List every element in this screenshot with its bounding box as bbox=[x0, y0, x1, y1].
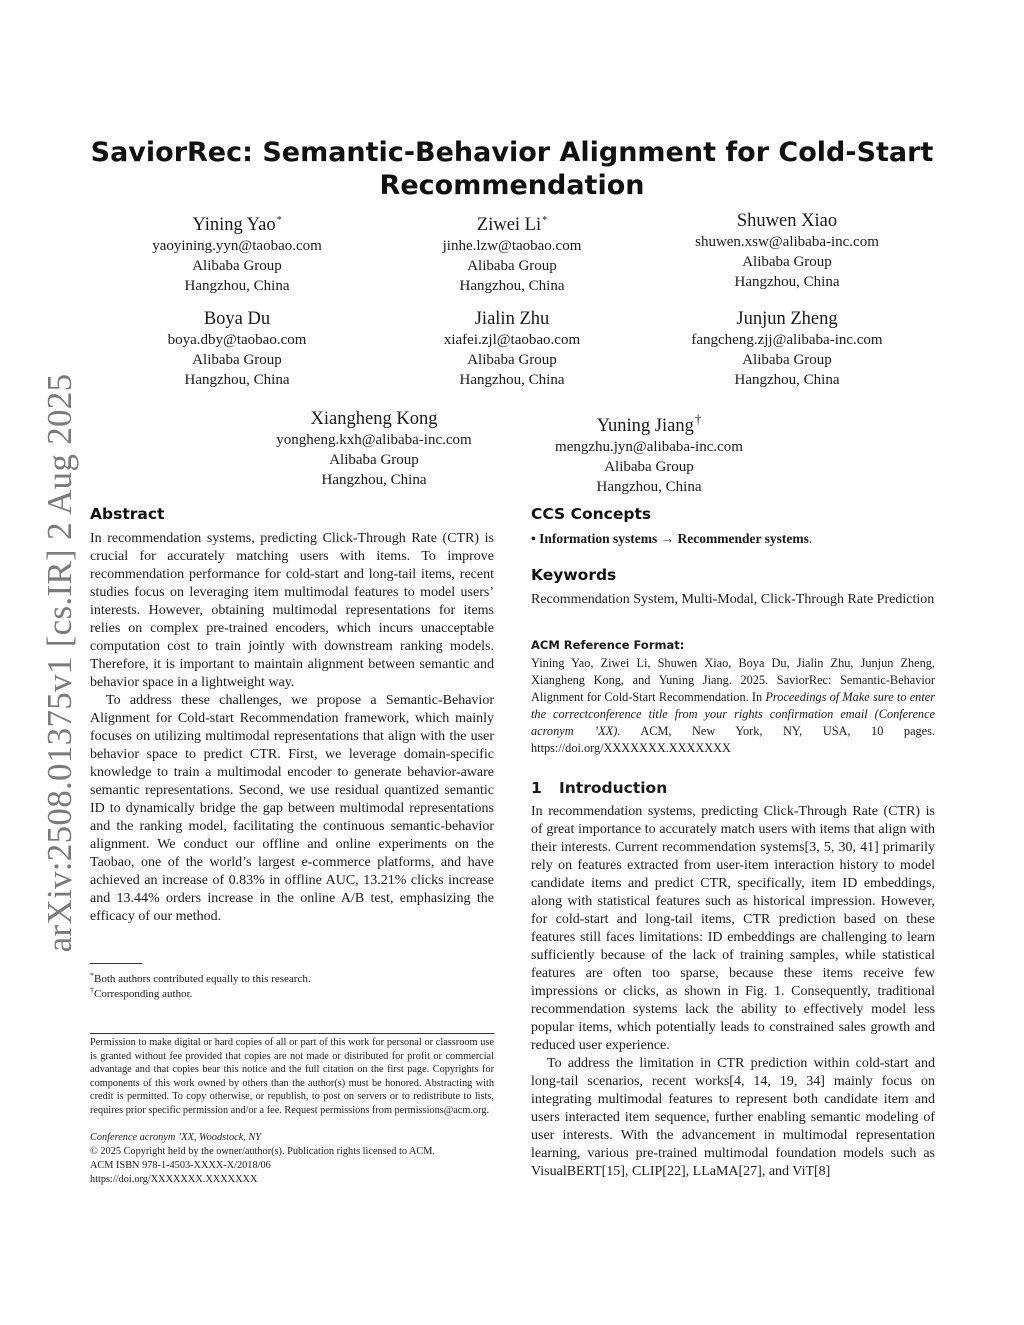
acm-reference-section bbox=[531, 637, 935, 757]
author-email[interactable]: jinhe.lzw@taobao.com bbox=[442, 238, 582, 254]
abstract-paragraph-2: To address these challenges, we propose a Semantic-Behavior Alignment for Cold-start Recommendation framework, which mainly focuses on utilizing multimodal representations that align with the user behavior space to predict CTR. First, we leverage domain-specific knowledge to train a multimodal encoder to generate behavior-aware semantic representations. Second, we use residual quantized semantic ID to dynamically bridge the gap between multimodal representations and the ranking model, facilitating the continuous semantic-behavior alignment. We conduct our offline and online experiments on the Taobao, one of the world’s largest e-commerce platforms, and have achieved an increase of 0.83% in offline AUC, 13.21% clicks increase and 13.44% orders increase in the online A/B test, emphasizing the efficacy of our method. bbox=[90, 693, 494, 924]
author-email[interactable]: yaoyining.yyn@taobao.com bbox=[152, 238, 322, 254]
author-location: Hangzhou, China bbox=[734, 372, 840, 388]
author-location: Hangzhou, China bbox=[459, 278, 565, 294]
author-name: Yuning Jiang† bbox=[596, 411, 702, 436]
equal-contribution-mark: * bbox=[276, 215, 282, 226]
author-location: Hangzhou, China bbox=[184, 372, 290, 388]
keywords-section bbox=[531, 565, 935, 609]
author-org: Alibaba Group bbox=[467, 258, 557, 274]
author-org: Alibaba Group bbox=[192, 352, 282, 368]
author-email[interactable]: fangcheng.zjj@alibaba-inc.com bbox=[691, 332, 883, 348]
acm-reference-heading: ACM Reference Format: bbox=[531, 638, 685, 652]
author-location: Hangzhou, China bbox=[734, 274, 840, 290]
doi-link[interactable]: https://doi.org/XXXXXXX.XXXXXXX bbox=[90, 1174, 258, 1185]
copyright-line: © 2025 Copyright held by the owner/author(s). Publication rights licensed to ACM. bbox=[90, 1146, 436, 1157]
author-location: Hangzhou, China bbox=[321, 472, 427, 488]
author-email[interactable]: shuwen.xsw@alibaba-inc.com bbox=[695, 234, 879, 250]
keywords-text: Recommendation System, Multi-Modal, Click-Through Rate Prediction bbox=[531, 592, 935, 607]
author-name: Shuwen Xiao bbox=[736, 211, 838, 231]
author-org: Alibaba Group bbox=[329, 452, 419, 468]
acm-reference-text: Yining Yao, Ziwei Li, Shuwen Xiao, Boya Du, Jialin Zhu, Junjun Zheng, Xiangheng Kong, and Yuning Jiang. 2025. SaviorRec: Semantic-Behavior Alignment for Cold-Start Recommendation. In Proceedings of Make sure to enter the correctconference title from your rights confirmation email (Conference acronym ’XX). ACM, New York, NY, USA, 10 pages. https://doi.org/XXXXXXX.XXXXXXX bbox=[531, 656, 935, 755]
introduction-paragraph-1: In recommendation systems, predicting Click-Through Rate (CTR) is of great importance to accurately match users with items that align with their interests. Current recommendation systems[3, 5, 30, 41] primarily rely on features extracted from user-item interaction history to model candidate items and predict CTR, specifically, item ID embeddings, along with statistical features such as historical impression. However, for cold-start and long-tail items, CTR prediction based on these features still faces limitations: ID embeddings are challenging to learn sufficiently because of the lack of training samples, while statistical features are often too sparse, because these items receive few impressions or clicks, as shown in Fig. 1. Consequently, traditional recommendation systems lack the ability to effectively model less popular items, which potentially leads to constrained sales growth and reduced user experience. bbox=[531, 804, 935, 1053]
corresponding-author-mark: † bbox=[694, 411, 702, 426]
author-block bbox=[479, 408, 819, 497]
paper-title bbox=[90, 136, 934, 202]
author-org: Alibaba Group bbox=[467, 352, 557, 368]
author-name: Boya Du bbox=[203, 309, 271, 329]
author-name: Xiangheng Kong bbox=[310, 409, 438, 429]
title-line-2: Recommendation bbox=[379, 170, 645, 201]
title-line-1: SaviorRec: Semantic-Behavior Alignment for Cold-Start bbox=[90, 137, 934, 168]
isbn-line: ACM ISBN 978-1-4503-XXXX-X/2018/06 bbox=[90, 1160, 271, 1171]
abstract-heading: Abstract bbox=[90, 505, 165, 523]
equal-contribution-mark: * bbox=[542, 215, 548, 226]
introduction-heading: 1 Introduction bbox=[531, 779, 668, 797]
footnote-corresponding-author: †Corresponding author. bbox=[90, 986, 193, 1000]
ccs-heading: CCS Concepts bbox=[531, 505, 652, 523]
author-name: Jialin Zhu bbox=[474, 309, 550, 329]
author-name: Yining Yao* bbox=[192, 215, 282, 235]
footnote-divider bbox=[90, 963, 142, 964]
author-email[interactable]: xiafei.zjl@taobao.com bbox=[443, 332, 581, 348]
abstract-section bbox=[90, 504, 494, 926]
author-name: Ziwei Li* bbox=[476, 215, 548, 235]
author-block bbox=[617, 308, 957, 390]
author-email[interactable]: yongheng.kxh@alibaba-inc.com bbox=[276, 432, 472, 448]
abstract-paragraph-1: In recommendation systems, predicting Click-Through Rate (CTR) is crucial for accurately matching users with items. To improve recommendation performance for cold-start and long-tail items, recent studies focus on leveraging item multimodal features to model users’ interests. However, obtaining multimodal representations for items relies on complex pre-trained encoders, which incurs unacceptable computation cost to train jointly with downstream ranking models. Therefore, it is important to maintain alignment between semantic and behavior space in a lightweight way. bbox=[90, 531, 494, 690]
author-block bbox=[617, 210, 957, 292]
author-name: Junjun Zheng bbox=[736, 309, 838, 329]
author-org: Alibaba Group bbox=[604, 459, 694, 475]
keywords-heading: Keywords bbox=[531, 566, 617, 584]
permission-divider bbox=[90, 1033, 494, 1034]
author-location: Hangzhou, China bbox=[596, 479, 702, 495]
author-org: Alibaba Group bbox=[742, 254, 832, 270]
introduction-paragraph-2: To address the limitation in CTR prediction within cold-start and long-tail scenarios, recent works[4, 14, 19, 34] mainly focus on integrating multimodal features to represent both candidate item and users interacted item sequence, further enabling semantic modeling of user interests. With the advancement in multimodal representation learning, various pre-trained multimodal foundation models such as VisualBERT[15], CLIP[22], LLaMA[27], and ViT[8] bbox=[531, 1056, 935, 1179]
footnote-equal-contribution: *Both authors contributed equally to this research. bbox=[90, 971, 311, 985]
author-email[interactable]: boya.dby@taobao.com bbox=[167, 332, 307, 348]
introduction-section bbox=[531, 778, 935, 1181]
author-email[interactable]: mengzhu.jyn@alibaba-inc.com bbox=[555, 439, 743, 455]
author-org: Alibaba Group bbox=[192, 258, 282, 274]
permission-notice: Permission to make digital or hard copies of all or part of this work for personal or classroom use is granted without fee provided that copies are not made or distributed for profit or commercial advantage and that copies bear this notice and the full citation on the first page. Copyrights for components of this work owned by others than the author(s) must be honored. Abstracting with credit is permitted. To copy otherwise, or republish, to post on servers or to redistribute to lists, requires prior specific permission and/or a fee. Request permissions from permissions@acm.org. bbox=[90, 1037, 494, 1116]
ccs-section bbox=[531, 504, 935, 548]
ccs-concept: • Information systems → Recommender systems. bbox=[531, 531, 813, 546]
conference-line: Conference acronym ’XX, Woodstock, NY bbox=[90, 1132, 262, 1143]
author-location: Hangzhou, China bbox=[459, 372, 565, 388]
author-org: Alibaba Group bbox=[742, 352, 832, 368]
author-location: Hangzhou, China bbox=[184, 278, 290, 294]
arxiv-identifier[interactable]: arXiv:2508.01375v1 [cs.IR] 2 Aug 2025 bbox=[40, 373, 79, 953]
